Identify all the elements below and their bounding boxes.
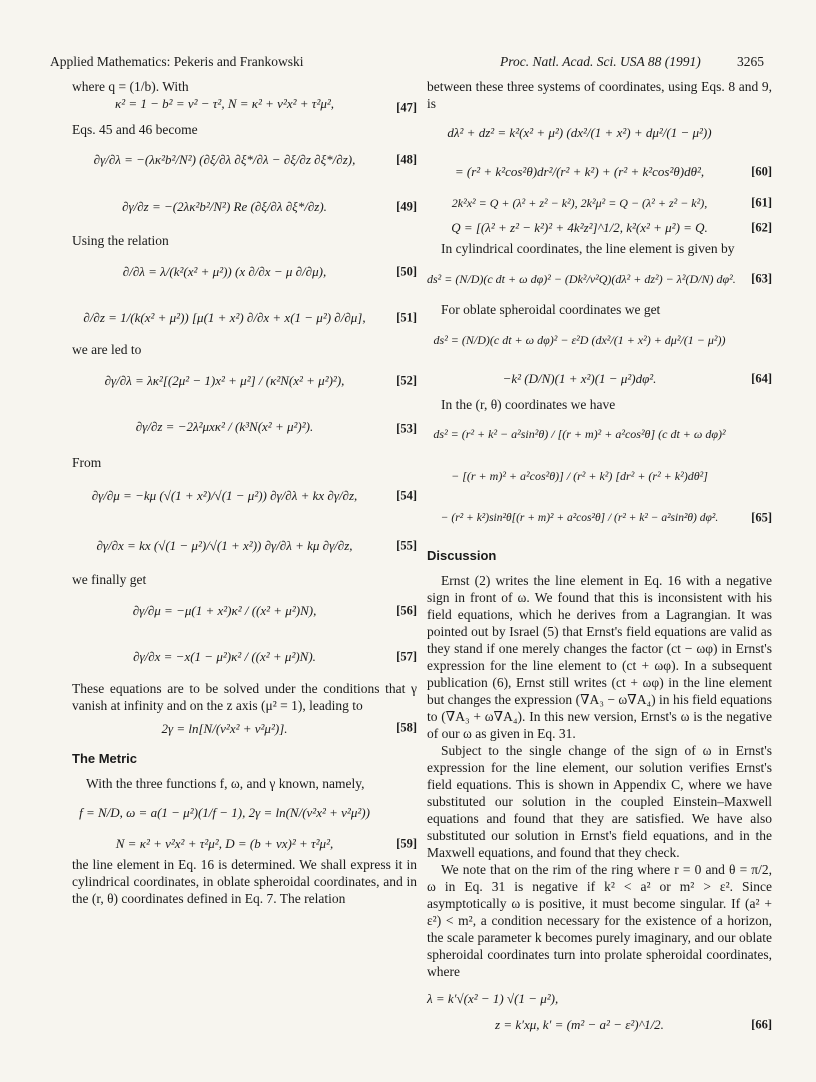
equation-body: − (r² + k²)sin²θ[(r + m)² + a²cos²θ] / (r² + k² − a²sin²θ) dφ². (440, 512, 719, 524)
section-heading-metric: The Metric (72, 751, 138, 766)
equation-body: κ² = 1 − b² = ν² − τ², N = κ² + ν²x² + τ²μ², (114, 96, 335, 111)
equation-body: − [(r + m)² + a²cos²θ)] / (r² + k²) [dr² + (r² + k²)dθ²] (451, 469, 708, 483)
equation-body: ∂γ/∂z = −(2λκ²b²/N²) Re (∂ξ/∂λ ∂ξ*/∂z). (122, 199, 327, 214)
equation-body: f = N/D, ω = a(1 − μ²)(1/f − 1), 2γ = ln(N/(ν²x² + ν²μ²)) (79, 805, 370, 820)
equation-body: −k² (D/N)(1 + x²)(1 − μ²)dφ². (502, 371, 657, 386)
equation-body: ∂γ/∂μ = −kμ (√(1 + x²)/√(1 − μ²)) ∂γ/∂λ + kx ∂γ/∂z, (91, 488, 358, 503)
paragraph: In cylindrical coordinates, the line element is given by (441, 241, 735, 256)
equation-number: [64] (751, 371, 772, 386)
equation-body: ∂γ/∂x = kx (√(1 − μ²)/√(1 + x²)) ∂γ/∂λ + kμ ∂γ/∂z, (96, 538, 353, 553)
equation-56 (72, 588, 417, 634)
left-column (72, 78, 417, 907)
equation-66a (427, 980, 772, 1014)
equation-48 (72, 138, 417, 182)
paragraph: we are led to (72, 342, 142, 357)
equation-61 (427, 190, 772, 216)
equation-62 (427, 216, 772, 240)
equation-number: [66] (751, 1017, 772, 1032)
equation-body: z = k′xμ, k′ = (m² − a² − ε²)^1/2. (495, 1017, 664, 1032)
equation-number: [52] (396, 373, 417, 388)
equation-body: ds² = (N/D)(c dt + ω dφ)² − ε²D (dx²/(1 + x²) + dμ²/(1 − μ²)) (433, 333, 726, 347)
equation-65c (427, 497, 772, 539)
equation-number: [65] (751, 510, 772, 525)
equation-number: [58] (396, 720, 417, 735)
equation-number: [48] (396, 152, 417, 167)
equation-body: ∂γ/∂λ = λκ²[(2μ² − 1)x² + μ²] / (κ²N(x² + μ²)²), (104, 373, 345, 388)
equation-65b (427, 455, 772, 497)
right-column (427, 78, 772, 1036)
paragraph: For oblate spheroidal coordinates we get (441, 302, 661, 317)
equation-number: [47] (396, 100, 417, 115)
equation-number: [50] (396, 264, 417, 279)
equation-54 (72, 471, 417, 521)
section-heading-discussion: Discussion (427, 548, 497, 563)
equation-body: ds² = (N/D)(c dt + ω dφ)² − (Dk²/ν²Q)(dλ² + dz²) − λ²(D/N) dφ². (427, 272, 736, 286)
page-number: 3265 (737, 54, 764, 69)
equation-64b (427, 362, 772, 396)
equation-number: [57] (396, 649, 417, 664)
equation-number: [49] (396, 199, 417, 214)
equation-body: ∂γ/∂μ = −μ(1 + x²)κ² / ((x² + μ²)N), (132, 603, 317, 618)
equation-body: Q = [(λ² + z² − k²)² + 4k²z²]^1/2, k²(x² + μ²) = Q. (451, 220, 708, 235)
equation-body: 2k²x² = Q + (λ² + z² − k²), 2k²μ² = Q − (λ² + z² − k²), (451, 196, 708, 210)
equation-52 (72, 358, 417, 404)
equation-body: λ = k′√(x² − 1) √(1 − μ²), (427, 991, 559, 1006)
paragraph: Eqs. 45 and 46 become (72, 122, 198, 137)
equation-55 (72, 521, 417, 571)
equation-65a (427, 413, 772, 455)
equation-number: [61] (751, 195, 772, 210)
equation-body: ∂γ/∂z = −2λ²μxκ² / (k³N(x² + μ²)²). (135, 419, 314, 434)
paragraph: With the three functions f, ω, and γ known, namely, (86, 776, 365, 791)
equation-number: [56] (396, 603, 417, 618)
equation-49 (72, 182, 417, 232)
equation-number: [53] (396, 421, 417, 436)
paragraph: In the (r, θ) coordinates we have (441, 397, 616, 412)
equation-number: [63] (751, 271, 772, 286)
equation-body: ∂/∂λ = λ/(k²(x² + μ²)) (x ∂/∂x − μ ∂/∂μ), (122, 264, 327, 279)
equation-body: ∂/∂z = 1/(k(x² + μ²)) [μ(1 + x²) ∂/∂x + x(1 − μ²) ∂/∂μ], (83, 310, 366, 325)
paragraph: Using the relation (72, 233, 169, 248)
paragraph: From (72, 455, 102, 470)
running-head-journal: Proc. Natl. Acad. Sci. USA 88 (1991) (500, 54, 701, 69)
equation-number: [60] (751, 164, 772, 179)
equation-number: [51] (396, 310, 417, 325)
paragraph: we finally get (72, 572, 147, 587)
equation-number: [62] (751, 220, 772, 235)
paragraph: These equations are to be solved under the conditions that γ vanish at infinity and on the z axis (μ² = 1), leading to (72, 681, 417, 713)
equation-number: [59] (396, 836, 417, 851)
equation-60a (427, 112, 772, 154)
equation-body: ds² = (r² + k² − a²sin²θ) / [(r + m)² + a²cos²θ] (c dt + ω dφ)² (433, 427, 726, 441)
paragraph: where q = (1/b). With (72, 79, 189, 94)
equation-63 (427, 257, 772, 301)
equation-50 (72, 249, 417, 295)
paragraph: Ernst (2) writes the line element in Eq. 16 with a negative sign in front of ω. We found that this is inconsistent with his field equations, which he derives from a Lagrangian. It was pointed out by Israel (5) that Ernst's field equations are valid as they stand if one merely changes the factor (ct − ωφ) in Ernst's expression for the line element to (ct + ωφ). In a subsequent publication (6), Ernst still writes (ct + ωφ) in the line element but changes the expression (∇A₃ − ω∇A₄) in his field equations to (∇A₃ + ω∇A₄). In this new version, Ernst's ω is the negative of our ω as given in Eq. 31. (427, 573, 772, 741)
equation-64a (427, 318, 772, 362)
paragraph: between these three systems of coordinates, using Eqs. 8 and 9, is (427, 79, 772, 111)
equation-59a (72, 792, 417, 832)
equation-51 (72, 295, 417, 341)
equation-66b (427, 1014, 772, 1036)
paragraph: the line element in Eq. 16 is determined. We shall express it in cylindrical coordinates, in oblate spheroidal coordinates, and in the (r, θ) coordinates defined in Eq. 7. The relation (72, 857, 417, 906)
equation-body: dλ² + dz² = k²(x² + μ²) (dx²/(1 + x²) + dμ²/(1 − μ²)) (447, 125, 712, 140)
equation-body: ∂γ/∂x = −x(1 − μ²)κ² / ((x² + μ²)N). (133, 649, 316, 664)
running-head-left: Applied Mathematics: Pekeris and Frankowski (50, 54, 304, 69)
equation-body: ∂γ/∂λ = −(λκ²b²/N²) (∂ξ/∂λ ∂ξ*/∂λ − ∂ξ/∂z ∂ξ*/∂z), (93, 152, 356, 167)
paragraph: Subject to the single change of the sign of ω in Ernst's expression for the line element, our solution verifies Ernst's field equations. This is shown in Appendix C, where we have substituted our solution in the coupled Einstein–Maxwell equations and found that they are satisfied. We have also substituted our solution in Ernst's field equations, and in the Maxwell equations, and found that they check. (427, 743, 772, 860)
equation-57 (72, 634, 417, 680)
equation-number: [54] (396, 488, 417, 503)
equation-body: 2γ = ln[N/(ν²x² + ν²μ²)]. (161, 721, 288, 736)
equation-body: N = κ² + ν²x² + τ²μ², D = (b + νx)² + τ²μ², (115, 836, 334, 851)
equation-body: = (r² + k²cos²θ)dr²/(r² + k²) + (r² + k²cos²θ)dθ², (454, 164, 705, 179)
equation-60b (427, 154, 772, 190)
equation-58 (72, 714, 417, 742)
equation-number: [55] (396, 538, 417, 553)
equation-53 (72, 404, 417, 454)
paragraph: We note that on the rim of the ring where r = 0 and θ = π/2, ω in Eq. 31 is negative if k² < a² or m² > ε². Since asymptotically ω is positive, it must become singular. If (a² + ε²) < m², a condition necessary for the existence of a horizon, the scale parameter k becomes purely imaginary, and our oblate spheroidal coordinates turn into prolate spheroidal coordinates, where (427, 862, 772, 979)
equation-59b (72, 832, 417, 856)
equation-47 (72, 95, 417, 121)
